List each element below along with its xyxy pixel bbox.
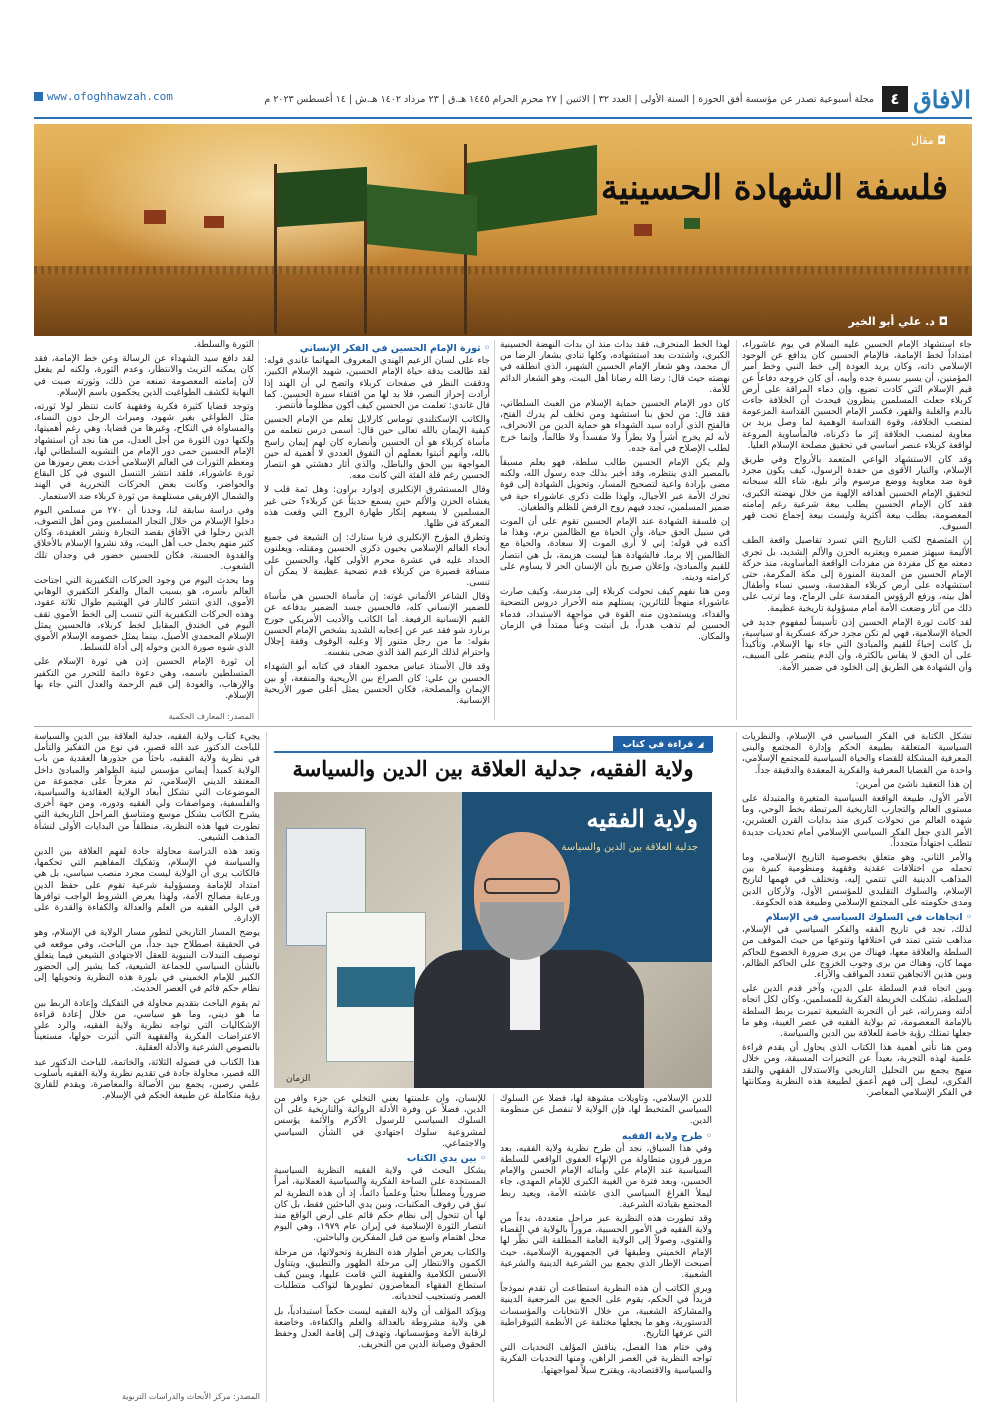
paragraph: ولم يكن الإمام الحسين طالب سلطة، فهو يعلم مسبقاً بالمصير الذي ينتظره، وقد أخبر بذلك جده رسول الله، ولكنه مضى بإرادة واعية لتصحيح المسار، وتحويل الشهادة إلى قوة تحرك الأمة عبر الأجيال، ولهذا ظلت ذكرى عاشوراء حية في ضمير المسلمين، تجدد فيهم روح الرفض للظلم والطغيان. <box>500 458 730 513</box>
paragraph: وفي دراسة سابقة لنا، وجدنا أن ٢٧٠ من مسلمي اليوم دخلوا الإسلام من خلال التجار المسلمين ومن أهل التصوف، الذين رحلوا في الآفاق بقصد التجارة ونشر العقيدة، وكان كثير منهم يحمل حب أهل البيت، وقد نشروا الإسلام بالأخلاق والقدوة الحسنة، فكان للحسين حضور في وجدان تلك الشعوب. <box>34 505 254 572</box>
paragraph: ومن هنا نفهم كيف تحولت كربلاء إلى مدرسة، وكيف صارت عاشوراء منهجاً للثائرين، يستلهم منه الأحرار دروس التضحية والفداء، ويستمدون منه القوة في مواجهة الاستبداد، فدماء الحسين لم تذهب هدراً، بل أنبتت وعياً ممتداً في الزمان والمكان. <box>500 587 730 643</box>
column-divider <box>258 340 259 720</box>
book-cover-icon <box>326 912 426 1062</box>
article-column-2 <box>500 340 730 720</box>
paragraph: ثم يقوم الباحث بتقديم محاولة في التفكيك وإعادة الربط بين ما هو ديني، وما هو سياسي، من خلال إعادة قراءة الإشكاليات التي تواجه نظرية ولاية الفقيه، والرد على الاعتراضات الفكرية والفقهية التي أثيرت حولها، مستعيناً بالنصوص الشرعية والأدلة العقلية. <box>34 998 260 1054</box>
flag-icon <box>367 184 477 256</box>
author-photo <box>274 792 712 1088</box>
paragraph: وبين اتجاه قدم السلطة على الدين، وآخر قدم الدين على السلطة، تشكلت الخريطة الفكرية للمسلمين، وكان لكل اتجاه أدلته ومبرراته، غير أن التجربة الشيعية تميزت بربط السلطة بالإمامة المعصومة، ثم بولاية الفقيه في عصر الغيبة، وهو ما جعلها تمتلك رؤية خاصة للعلاقة بين الدين والسياسة. <box>742 984 972 1040</box>
author-figure <box>414 832 644 1088</box>
book-column-mid <box>274 1094 486 1402</box>
book-source: المصدر: مركز الأبحاث والدراسات التربوية <box>121 1392 260 1401</box>
book-label-rule <box>274 751 712 753</box>
cover-title: ولاية الفقيه <box>586 804 698 833</box>
paragraph: جاء استشهاد الإمام الحسين عليه السلام في يوم عاشوراء، امتداداً لخط الإمامة، فالإمام الحسين كان يدافع عن الوجود الإسلامي ذاته، وكان يريد العودة إلى خط النبي وخط أمير المؤمنين، أن يسير بسيرة جده وأبيه، أي كان خروجه دفاعاً عن قيم الإسلام التي كادت تضيع، وإن دماء المراقة على أرض كربلاء جعلت المسلمين ينظرون فيحدث أن الخلافة جاءت بالدم والغلبة والقهر، فكسر الإمام الحسين القداسة المزعومة لمنصب الخلافة، وقوة القداسة الوهمية لما وصل يزيد بن معاوية لمنصب الخلافة إثر ما ذكرناه، فالمأساوية المروعة لواقعة كربلاء عنصر أساسي في تحقيق مصلحة الإسلام العليا. <box>742 340 972 451</box>
paragraph: إن فلسفة الشهادة عند الإمام الحسين تقوم على أن الموت في سبيل الحق حياة، وأن الحياة مع الظالمين برم، وهذا ما أكده في قوله: إني لا أرى الموت إلا سعادة، والحياة مع الظالمين إلا برما، فالشهادة هنا ليست هزيمة، بل هي انتصار للقيم والمبادئ، وإعلان صريح بأن الإنسان الحر لا يساوم على كرامته ودينه. <box>500 517 730 584</box>
article-source: المصدر: المعارف الحكمية <box>168 712 254 721</box>
column-divider <box>736 732 737 1402</box>
book-title: ولاية الفقيه، جدلية العلاقة بين الدين والسياسة <box>292 756 694 781</box>
photo-caption: الزمان <box>286 1074 311 1084</box>
book-section-label <box>613 736 713 752</box>
triangle-icon: ◢ <box>697 739 704 749</box>
paragraph: تشكل الكتابة في الفكر السياسي في الإسلام، والنظريات السياسية المتعلقة بطبيعة الحكم وإدارة المجتمع والبنى المعرفية المشكلة للقضاء والحياة السياسية للمجتمع الإسلامي، واحدة من القضايا المعرفية والفكرية المعقدة والدقيقة جداً. <box>742 732 972 776</box>
paragraph: لهذا الخط المنحرف، فقد بدأت منذ أن بدأت النهضة الحسينية الكبرى، واشتدت بعد استشهاده، وكلها تنادي بشعار الرضا من آل محمد، وهو شعار الإمام الحسين الشهير، الذي انطلقه في نهضته حيث قال: رضا الله رضانا أهل البيت، وهو الشعار الدائم للأمة. <box>500 340 730 395</box>
flag-icon <box>277 167 367 227</box>
paragraph: وتعد هذه الدراسة محاولة جادة لفهم العلاقة بين الدين والسياسة في الإسلام، وتفكيك المفاهيم التي تحكمها، فالكاتب يرى أن الولاية ليست مجرد منصب سياسي، بل هي امتداد للإمامة ومسؤولية شرعية تقوم على حفظ الدين ورعاية مصالح الأمة، ولهذا يعرض الشروط الواجب توافرها في الولي الفقيه من العلم والعدالة والكفاءة والقدرة على الإدارة. <box>34 847 260 925</box>
column-divider <box>493 1094 494 1402</box>
paragraph: لذلك، نجد في تاريخ الفقه والفكر السياسي في الإسلام، مذاهب شتى تمتد في اختلافها وتنوعها من حيث الموقف من السلطة والعلاقة معها، فهناك من يرى ضرورة الخضوع للحاكم مهما كان، وهناك من يرى وجوب الخروج على الحاكم الظالم، وبين هذين الاتجاهين تتعدد المواقف والآراء. <box>742 925 972 981</box>
paragraph: لقد كانت ثورة الإمام الحسين إذن تأسيساً لمفهوم جديد في الحياة الإسلامية، فهي لم تكن مجرد حركة عسكرية أو سياسية، بل كانت إحياءً للقيم والمبادئ التي جاء بها الإسلام، وتأكيداً على أن الحق لا يقاس بالكثرة، وأن الدم ينتصر على السيف، وأن الشهادة هي الطريق إلى الخلود في ضمير الأمة. <box>742 617 972 673</box>
book-section-label-text: قراءة في كتاب <box>622 738 694 750</box>
paragraph: يجيء كتاب ولاية الفقيه، جدلية العلاقة بين الدين والسياسة للباحث الدكتور عبد الله قصير، في نوع من التفكير والتأمل في نظرية ولاية الفقيه، باحثاً من جذورها العقدية من باب الولاية كمبدأ إيماني مؤسس لبنية الظواهر والمبادئ داخل المعتقد الديني الإسلامي، ثم معرجاً على مجموعة من الموضوعات التي تشكل أبعاد الولاية العقائدية والسياسية، والفلسفية، ومواصفات ولي الفقيه ودوره، ومن جهة أخرى يشرح الكاتب بشكل موسع ومتناسق المراحل التاريخية التي تطورت فيها هذه النظرية، منطلقاً من البدايات الأولى لنشأة المذهب الشيعي. <box>34 732 260 843</box>
subheading: ◦ اتجاهات في السلوك السياسي في الإسلام <box>765 912 972 924</box>
paragraph: هذا الكتاب في فصوله الثلاثة، والخاتمة، للباحث الدكتور عبد الله قصير، محاولة جادة في تقديم نظرية ولاية الفقيه بأسلوب علمي رصين، يجمع بين الأصالة والمعاصرة، ويقدم للقارئ رؤية متكاملة عن طبيعة الحكم في الإسلام. <box>34 1057 260 1102</box>
paragraph: وقد قال الأستاذ عباس محمود العقاد في كتابه أبو الشهداء الحسين بن علي: كان الصراع بين الأريحية والمنفعة، أو بين الإيمان والمصلحة، فكان الحسين يمثل أعلى صور الأريحية الإنسانية. <box>264 662 490 707</box>
paragraph: وتوجد قضايا كثيرة فكرية وفقهية كانت تنتظر لولا ثورته، مثل الطواغي بغير شهود، وميراث الرجل دون النساء، والمساواة في النكاح، وغيرها من قضايا، وهي رغم أهميتها، ولكنها دون الثورة من أجل العدل، من هنا نجد أن استشهاد الإمام الحسين حمى دور الإمام من التشويه السلطاني لها، ومعظم الثورات في العالم الإسلامي أخذت بعض رموزها من ثورة عاشوراء، فلقد انتشر التنسل النبوي في كل البقاع والحواضر، وكانت بعض الحركات التحررية في الهند والشمال الإفريقي مستلهمة من ثورة كربلاء ضد الاستعمار. <box>34 402 254 502</box>
paragraph: وما يحدث اليوم من وجود الحركات التكفيرية التي اجتاحت العالم بأسره، هو بسبب المال والفكر التكفيري الوهابي الأموي، الذي انتشر كالنار في الهشيم طوال ثلاثة عقود، وهذه الحركات التكفيرية التي تنسب إلى الخط الأموي تقف اليوم في الخندق المقابل لخط كربلاء، فالحسين يمثل الإسلام المحمدي الأصيل، بينما يمثل خصومه الإسلام الأموي الذي شوه صورة الدين وحوله إلى أداة للتسلط. <box>34 576 254 654</box>
paragraph: يوضح المسار التاريخي لتطور مسار الولاية في الإسلام، وهو في الحقيقة اصطلاح جيد جداً، من الباحث، وفي موقعه في توصيف التبدلات البنيوية للعقل الاجتهادي الشيعي فيما يتعلق بالشأن السياسي للجماعة الشيعية، كما يشير إلى الحضور الكبير للإمام الخميني في بلورة هذه النظرية وتحويلها إلى نظام حكم قائم في العصر الحديث. <box>34 928 260 995</box>
masthead <box>34 82 972 116</box>
article-column-1 <box>742 340 972 720</box>
paragraph: لقد دافع سيد الشهداء عن الرسالة وعن خط الإمامة، فقد كان يمكنه التريث والانتظار، وعدم الثورة، ولكنه لم يفعل لأن إمامته المعصومة تمنعه من ذلك، وثورته صبت في النهاية لكشف الطواغيت الذين يحكمون باسم الإسلام. <box>34 354 254 398</box>
hero-ground <box>34 274 972 336</box>
flag-icon <box>634 224 652 236</box>
paragraph: وتطرق المؤرخ الإنكليزي فريا ستارك: إن الشيعة في جميع أنحاء العالم الإسلامي يحيون ذكرى الحسين ومقتله، ويعلنون الحداد عليه في عشرة محرم الأولى كلها، والحسين على مسافة قصيرة من كربلاء قدم تضحية عظيمة لا يمكن أن تنسى. <box>264 533 490 589</box>
paragraph: وقد تطورت هذه النظرية عبر مراحل متعددة، بدءاً من ولاية الفقيه في الأمور الحسبية، مروراً بالولاية في القضاء والفتوى، وصولاً إلى الولاية العامة المطلقة التي نظّر لها الإمام الخميني وطبقها في الجمهورية الإسلامية، حيث أصبحت الإطار الذي يجمع بين الشرعية الدينية والشرعية الشعبية. <box>500 1214 712 1281</box>
paragraph: والأمر الثاني، وهو متعلق بخصوصية التاريخ الإسلامي، وما تحمله من اختلافات عقدية وفقهية ومنظومية كبيرة بين المذاهب الدينية التي تنتمي إليه، وتختلف في فهمها لتاريخ الإسلام، والسلوك التقليدي للمؤسس الأول، ولأركان الدين ومدى حكومته على المجتمع الإسلامي وطبيعة هذه الحكومة. <box>742 853 972 908</box>
website-url[interactable]: www.ofoghhawzah.com <box>47 89 173 103</box>
paragraph: كان دور الإمام الحسين حماية الإسلام من العبث السلطاني، فقد قال: من لحق بنا استشهد ومن تخلف لم يدرك الفتح، فالفتح الذي أراده سيد الشهداء هو حماية الدين من الانحراف، لأنه لم يخرج أشراً ولا بطراً ولا مفسداً ولا ظالماً، وإنما خرج لطلب الإصلاح في أمة جده. <box>500 399 730 454</box>
article-title: فلسفة الشهادة الحسينية <box>600 168 948 208</box>
hero-banner <box>34 124 972 336</box>
flag-icon <box>144 210 166 224</box>
paragraph: إن المتصفح لكتب التاريخ التي تسرد تفاصيل واقعة الطف الأليمة سيهتز ضميره ويعتريه الحزن والألم الشديد، بل تجري دمعته مع كل مفردة من مفردات الواقعة المأساوية، منذ حركة الإمام الحسين من المدينة المنورة إلى مكة المكرمة، حتى استشهاده على أرض كربلاء المقدسة، وسبي نساء وأطفال أهل بيته، ورفع الرؤوس المقدسة على الرماح، وما ترتب على ذلك من آثار وضعت الأمة أمام مسؤولية تاريخية عظيمة. <box>742 536 972 614</box>
flag-icon <box>684 218 700 229</box>
website[interactable] <box>34 87 173 105</box>
paragraph: يشكل البحث في ولاية الفقيه النظرية السياسية المستجدة على الساحة الفكرية والسياسية العملانية، أمراً ضرورياً ومطلباً بحثياً وعلمياً دائماً، إذ أن هذه النظرية لم تبق في رفوف المكتبات، وبين يدي الباحثين فقط، بل كان لها أن تتحول إلى نظام حكم قائم على أرض الواقع منذ انتصار الثورة الإسلامية في إيران عام ١٩٧٩، وهي اليوم محل اهتمام واسع من قبل المفكرين والباحثين. <box>274 1166 486 1244</box>
book-column-left <box>34 732 260 1390</box>
article-author: ◘ د. علي أبو الخير <box>848 315 948 328</box>
paragraph: إن ثورة الإمام الحسين إذن هي ثورة الإسلام على المتسلطين باسمه، وهي دعوة دائمة للتحرر من التكفير والإرهاب، والعودة إلى قيم الرحمة والعدل التي جاء بها الإسلام. <box>34 657 254 702</box>
paragraph: الأمر الأول، طبيعة الواقعة السياسية المتغيرة والمتبدلة على مستوى العالم والتجارب التاريخية المرتبطة بخط الوحي، وما شهده العالم من تحولات كبرى منذ بدايات القرن العشرين، الأمر الذي جعل الفكر السياسي الإسلامي أمام تحديات جديدة تتطلب اجتهاداً متجدداً. <box>742 794 972 849</box>
paragraph: وقال المستشرق الإنكليزي إدوارد براون: وهل ثمة قلب لا يغشاه الحزن والألم حين يسمع حديثاً عن كربلاء؟ حتى غير المسلمين لا يسعهم إنكار طهارة الروح التي وقعت هذه المعركة في ظلها. <box>264 485 490 530</box>
paragraph: وفي ختام هذا الفصل، يناقش المؤلف التحديات التي تواجه النظرية في العصر الراهن، ومنها التحديات الفكرية والسياسية والاقتصادية، ويقترح سبلاً لمواجهتها. <box>500 1343 712 1376</box>
logo[interactable]: الافاق <box>912 82 972 116</box>
glasses-icon <box>484 878 560 894</box>
article-category: ◘ مقال <box>911 134 946 147</box>
issue-line: مجلة أسبوعية تصدر عن مؤسسة أفق الحوزة | السنة الأولى | العدد ٣٢ | الاثنين | ٢٧ محرم الحرام ١٤٤٥ هـ.ق | ٢٣ مرداد ١٤٠٢ هـ.ش | ١٤ أغسطس ٢٠٢٣ م <box>264 93 874 105</box>
paragraph: ويرى الكاتب أن هذه النظرية استطاعت أن تقدم نموذجاً فريداً في الحكم، يقوم على الجمع بين المرجعية الدينية والمشاركة الشعبية، من خلال الانتخابات والمؤسسات الدستورية، وهو ما يجعلها مختلفة عن الأنظمة الثيوقراطية التي عرفها التاريخ. <box>500 1284 712 1340</box>
paragraph: وقال الشاعر الألماني غوته: إن مأساة الحسين هي مأساة للضمير الإنساني كله، فالحسين جسد الضمير بدفاعه عن القيم الإنسانية الرفيعة. أما الكاتب والأديب الأمريكي جورج برنارد شو فقد عبر عن إعجابه الشديد بشخص الإمام الحسين بقوله: ما من رجل متنور إلا وعليه الوقوف وقفة إجلال واحترام لذلك الزعيم الفذ الذي ضحى بنفسه. <box>264 592 490 659</box>
paragraph: جاء على لسان الزعيم الهندي المعروف المهاتما غاندي قوله: لقد طالعت بدقة حياة الإمام الحسين، شهيد الإسلام الكبير، ودققت النظر في صفحات كربلاء واتضح لي أن الهند إذا أرادت إحراز النصر، فلا بد لها من اقتفاء سيرة الحسين. كما قال غاندي: تعلمت من الحسين كيف أكون مظلوماً فأنتصر. <box>264 356 490 412</box>
paragraph: الثورة والسلطة. <box>193 340 254 350</box>
paragraph: ويؤكد المؤلف أن ولاية الفقيه ليست حكماً استبدادياً، بل هي ولاية مشروطة بالعدالة والعلم والكفاءة، وخاضعة لرقابة الأمة ومؤسساتها، وتهدف إلى إقامة العدل وحفظ الحقوق وصيانة الدين من التحريف. <box>274 1306 486 1351</box>
masthead-rule <box>34 117 972 119</box>
cover-subtitle: جدلية العلاقة بين الدين والسياسة <box>561 842 698 853</box>
subheading: ◦ ثورة الإمام الحسين في الفكر الإنساني <box>299 343 490 354</box>
article-column-4 <box>34 340 254 708</box>
square-bullet-icon <box>34 92 43 101</box>
book-column-mid-right <box>500 1094 712 1402</box>
page-number: ٤ <box>882 86 908 112</box>
paragraph: وفي هذا السياق، نجد أن طرح نظرية ولاية الفقيه، بعد مرور قرون متطاولة من الإنهاء العفوي الواقعي للسلطة السياسية عند الإمام علي وأبنائه الإمام الحسن والإمام الحسين، وبعد فترة من الغيبة الكبرى للإمام المهدي، جاء ليملأ الفراغ السياسي الذي عاشته الأمة، ويعيد ربط المجتمع بقيادته الشرعية. <box>500 1143 712 1210</box>
paragraph: ومن هنا تأتي أهمية هذا الكتاب الذي يحاول أن يقدم قراءة علمية لهذه التجربة، بعيداً عن التحيزات المسبقة، ومن خلال منهج يجمع بين التحليل التاريخي والاستدلال الفقهي والنقد الفكري، ليصل إلى فهم أعمق لطبيعة هذه النظرية ومكانتها في الفكر الإسلامي المعاصر. <box>742 1043 972 1099</box>
section-divider <box>34 726 972 727</box>
column-divider <box>266 732 267 1402</box>
subheading: ◦ طرح ولاية الفقيه <box>621 1130 712 1142</box>
paragraph: وقد كان الاستشهاد الواعي المتعمد بالأرواح وفي طريق الإسلام، والتيار الأقوى من حفدة الرسول، كيف يكون مجرد قوة ضد معاوية ووضع مرسوم وأثر بليغ، شاء الله سبحانه لتحقيق الإمام الحسين أهدافه الإلهية من خلال نهضته الكبرى، فقد كان الإمام الحسين يطلب بيعة شرعية رغم إمامته المعصومة، بطلب بيعة أكثرية وليست بيعة إجماع تحت قهر السيوف. <box>742 455 972 533</box>
flag-icon <box>467 145 597 233</box>
article-column-3 <box>264 340 490 720</box>
paragraph: والكاتب الإسكتلندي توماس كارلايل تعلم من الإمام الحسين كيفية الإيمان بالله تعالى حين قال: أسمى درس نتعلمه من مأساة كربلاء هو أن الحسين وأنصاره كان لهم إيمان راسخ بالله، وأنهم أثبتوا بعملهم أن التفوق العددي لا أهمية له حين المواجهة بين الحق والباطل، والذي أثار دهشتي هو انتصار الحسين رغم قلة الفئة التي كانت معه. <box>264 415 490 482</box>
column-divider <box>736 340 737 720</box>
author-shirt <box>510 950 540 1030</box>
paragraph: للإنسان، وأن علمنتها يعني التخلي عن جزء وافر من الدين، فضلاً عن وفرة الأدلة الروائية والتاريخية على أن السلوك السياسي للرسول الأكرم والأئمة يؤسس لمشروعية سلوك اجتهادي في الشأن السياسي والاجتماعي. <box>274 1094 486 1149</box>
paragraph: والكتاب يعرض أطوار هذه النظرية وتحولاتها، من مرحلة الكمون والانتظار إلى مرحلة الظهور والتطبيق، ويتناول الأسس الكلامية والفقهية التي قامت عليها، ويبين كيف استطاع الفقهاء المعاصرون تطويرها لتواكب متطلبات العصر وتستجيب لتحدياته. <box>274 1247 486 1303</box>
subheading: ◦ بين يدي الكتاب <box>406 1153 486 1165</box>
paragraph: للدين الإسلامي، وتأويلات مشوهة لها، فضلاً عن السلوك السياسي المتخبط لها، فإن الولاية لا تنفصل عن منظومة الدين. <box>500 1094 712 1127</box>
book-column-right <box>742 732 972 1402</box>
paragraph: إن هذا التعقيد ناشئ من أمرين: <box>855 779 972 790</box>
column-divider <box>494 340 495 720</box>
flag-icon <box>204 216 224 228</box>
